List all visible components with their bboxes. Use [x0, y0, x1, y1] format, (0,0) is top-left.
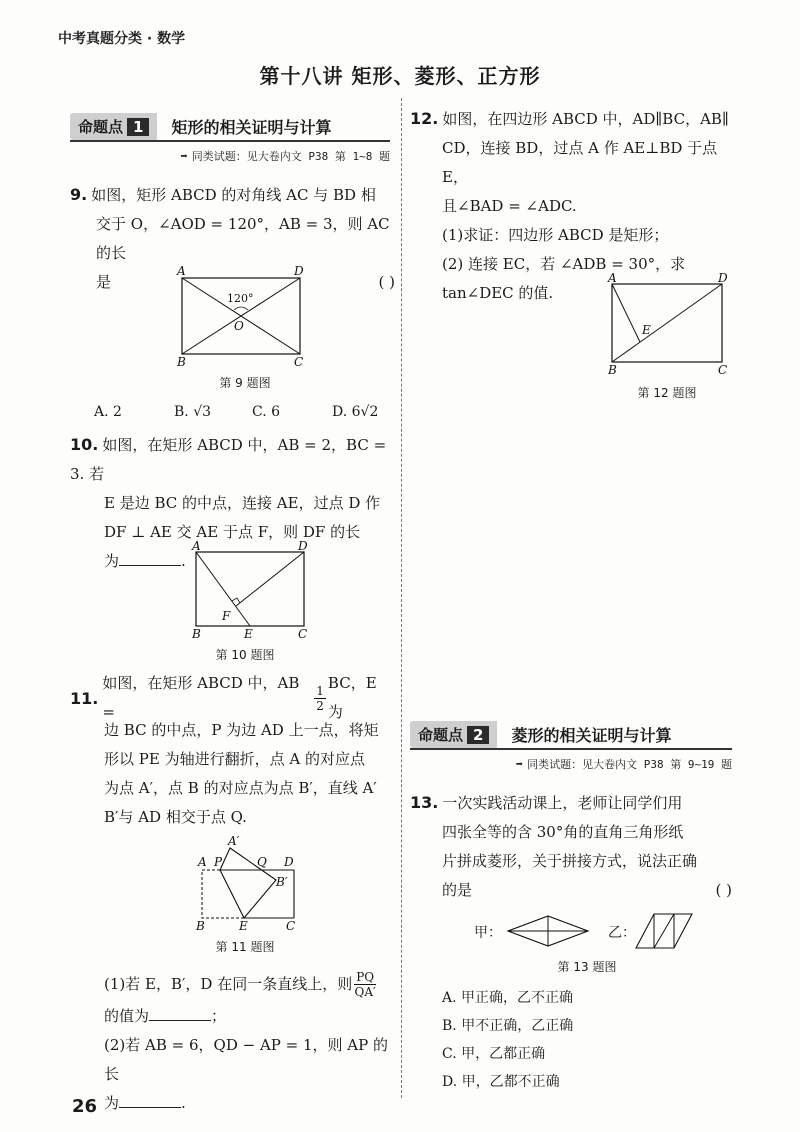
answer-paren: ( ): [378, 273, 395, 291]
label-c: C: [286, 919, 296, 933]
rectangle-abcd: [196, 552, 304, 626]
figure-10: [186, 540, 316, 642]
lecture-title: 第十八讲 矩形、菱形、正方形: [259, 64, 541, 88]
label-b-prime: B′: [276, 875, 288, 889]
question-11: 11. 如图，在矩形 ABCD 中，AB = $\frac{1}{2}$ BC，E 为 边 BC 的中点，P 为边 AD 上一点，将矩 形以 PE 为轴进行翻折，点 A 的对应点 为点 A′，点 B 的对应点为点 B′，直线 A′ B′与 AD 相交于点 Q.: [70, 674, 379, 826]
question-13-options: [442, 984, 732, 1096]
section-rule: [70, 140, 390, 142]
label-c: C: [298, 627, 308, 641]
label-o: O: [234, 319, 244, 333]
question-12: 12. 如图，在四边形 ABCD 中，AD∥BC，AB∥ CD，连接 BD，过点 A 作 AE⊥BD 于点 E， 且∠BAD = ∠ADC. (1)求证：四边形 ABCD 是矩形； (2) 连接 EC，若 ∠ADB = 30°，求 tan∠DEC 的值.: [410, 109, 729, 302]
figure-13-yi: [634, 912, 694, 950]
label-d: D: [294, 266, 304, 278]
page-number: 26: [72, 1096, 98, 1117]
arrow-icon: ➡: [180, 149, 188, 163]
label-d: D: [284, 855, 294, 869]
question-9: 9. 如图，矩形 ABCD 的对角线 AC 与 BD 相 交于 O，∠AOD = 120°，AB = 3，则 AC 的长 是 ( ): [70, 180, 395, 297]
label-e: E: [642, 323, 651, 337]
fraction-one-half: $\frac{1}{2}$: [316, 683, 324, 713]
label-d: D: [718, 272, 728, 285]
diagonal-bd: [612, 284, 722, 362]
label-q: Q: [257, 855, 267, 869]
segment-ae: [612, 284, 640, 342]
figure-11-caption: 第 11 题图: [215, 940, 275, 954]
label-yi: 乙：: [608, 925, 636, 941]
option-d: D. 6√2: [332, 404, 379, 420]
label-e: E: [244, 627, 253, 641]
option-a: A. 甲正确，乙不正确: [442, 990, 574, 1006]
option-c: C. 甲，乙都正确: [442, 1046, 546, 1062]
label-a: A: [198, 855, 207, 869]
label-b: B: [196, 919, 205, 933]
label-e: E: [239, 919, 248, 933]
label-f: F: [222, 609, 231, 623]
label-jia: 甲：: [474, 925, 502, 941]
cross-reference: ➡ 同类试题：见大卷内文 P38 第 1~8 题: [180, 149, 390, 163]
label-a-prime: A′: [228, 834, 240, 848]
column-divider: [401, 98, 403, 1098]
figure-12: [600, 272, 736, 380]
option-b: B. 甲不正确，乙正确: [442, 1018, 574, 1034]
question-11-subparts: (1)若 E，B′，D 在同一条直线上，则 $\frac{PQ}{QA'}$ 的值为 ； (2)若 AB = 6，QD − AP = 1，则 AP 的长 为 .: [104, 969, 388, 1112]
label-c: C: [718, 363, 728, 377]
segment-df: [236, 552, 304, 606]
label-b: B: [192, 627, 201, 641]
section-tag: 命题点 1: [70, 113, 157, 140]
option-a: A. 2: [94, 404, 122, 420]
answer-blank: [119, 1093, 181, 1108]
fold-line-pe: [220, 870, 244, 918]
figure-11: [192, 834, 304, 934]
question-13: 13. 一次实践活动课上，老师让同学们用 四张全等的含 30°角的直角三角形纸 片拼成菱形，关于拼接方式，说法正确 的是 ( ): [410, 788, 732, 905]
question-9-options: [94, 404, 394, 420]
answer-blank: [119, 551, 181, 566]
option-c: C. 6: [252, 404, 281, 420]
label-p: P: [214, 855, 223, 869]
figure-13-jia: [506, 914, 590, 948]
label-b: B: [608, 363, 617, 377]
section-tag: 命题点 2: [410, 721, 497, 748]
arrow-icon: ➡: [515, 757, 524, 771]
question-10: 10. 如图，在矩形 ABCD 中，AB = 2，BC = 3. 若 E 是边 BC 的中点，连接 AE，过点 D 作 DF ⊥ AE 交 AE 于点 F，则 DF 的长 为 .: [70, 435, 387, 570]
fraction-pq-qa: $\frac{PQ}{QA'}$: [354, 969, 376, 999]
label-a: A: [192, 540, 201, 553]
label-a: A: [177, 266, 186, 278]
angle-label: 120°: [227, 292, 254, 305]
running-title: 中考真题分类 · 数学: [58, 31, 186, 47]
section-title: 矩形的相关证明与计算: [171, 117, 332, 137]
angle-arc: [234, 307, 248, 310]
section-2-header: [410, 720, 732, 772]
label-c: C: [294, 355, 304, 369]
figure-9: [172, 266, 312, 370]
cross-reference: ➡ 同类试题：见大卷内文 P38 第 9~19 题: [515, 757, 732, 771]
figure-12-caption: 第 12 题图: [637, 386, 697, 400]
figure-13-caption: 第 13 题图: [557, 960, 617, 974]
option-b: B. √3: [174, 404, 212, 420]
figure-9-caption: 第 9 题图: [219, 376, 271, 390]
figure-10-caption: 第 10 题图: [215, 648, 275, 662]
folded-part: [220, 848, 276, 918]
answer-paren: ( ): [715, 881, 732, 899]
label-d: D: [298, 540, 308, 553]
label-a: A: [608, 272, 617, 285]
answer-blank: [149, 1006, 211, 1021]
section-1-header: [70, 112, 390, 164]
label-b: B: [177, 355, 186, 369]
section-title: 菱形的相关证明与计算: [511, 725, 672, 745]
option-d: D. 甲，乙都不正确: [442, 1074, 560, 1090]
section-rule: [410, 748, 732, 750]
